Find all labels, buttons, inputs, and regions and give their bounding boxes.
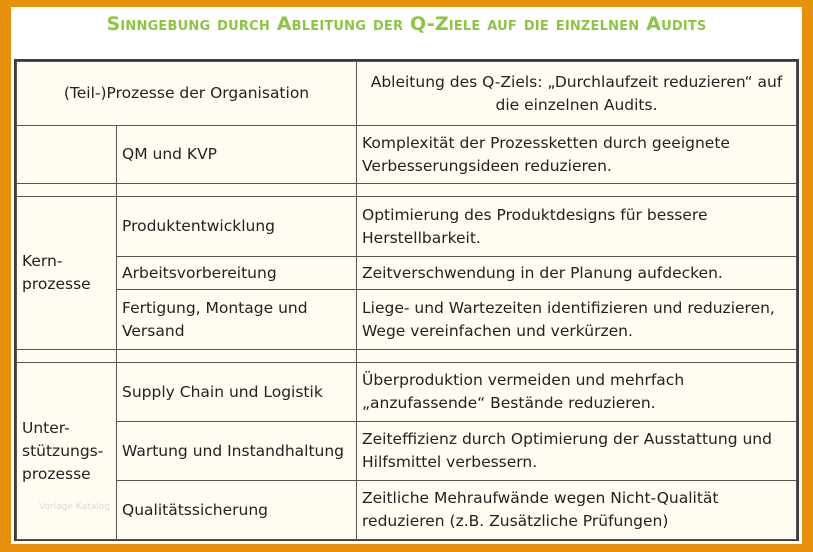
table-row <box>17 422 797 481</box>
header-derivation: Ableitung des Q-Ziels: „Durchlaufzeit reduzieren“ auf die einzelnen Audits. <box>357 62 797 126</box>
process-cell: Wartung und Instandhaltung <box>117 422 357 481</box>
process-cell: Qualitätssicherung <box>117 481 357 540</box>
table-row <box>17 363 797 422</box>
table-row <box>17 197 797 257</box>
table-row <box>17 290 797 350</box>
group-cell-unterstuetzungsprozesse: Unter-stützungs-prozesse <box>17 363 117 540</box>
process-cell: QM und KVP <box>117 126 357 184</box>
derivation-cell: Zeiteffizienz durch Optimierung der Ausstattung und Hilfsmittel verbessern. <box>357 422 797 481</box>
derivation-cell: Zeitverschwendung in der Planung aufdecken. <box>357 257 797 290</box>
spacer-row <box>17 350 797 363</box>
table-row <box>17 481 797 540</box>
derivation-cell: Zeitliche Mehraufwände wegen Nicht-Qualität reduzieren (z.B. Zusätzliche Prüfungen) <box>357 481 797 540</box>
derivation-cell: Optimierung des Produktdesigns für bessere Herstellbarkeit. <box>357 197 797 257</box>
process-cell: Fertigung, Montage und Versand <box>117 290 357 350</box>
derivation-cell: Liege- und Wartezeiten identifizieren und reduzieren, Wege vereinfachen und verkürzen. <box>357 290 797 350</box>
derivation-cell: Komplexität der Prozessketten durch geeignete Verbesserungsideen reduzieren. <box>357 126 797 184</box>
process-cell: Produktentwicklung <box>117 197 357 257</box>
audit-table <box>14 59 799 541</box>
spacer-row <box>17 184 797 197</box>
group-cell-kernprozesse: Kern-prozesse <box>17 197 117 350</box>
table-row <box>17 257 797 290</box>
table-header-row <box>17 62 797 126</box>
derivation-cell: Überproduktion vermeiden und mehrfach „anzufassende“ Bestände reduzieren. <box>357 363 797 422</box>
process-cell: Supply Chain und Logistik <box>117 363 357 422</box>
page-title: Sinngebung durch Ableitung der Q-Ziele auf die einzelnen Audits <box>106 13 707 35</box>
group-cell-empty <box>17 126 117 184</box>
table-row <box>17 126 797 184</box>
header-processes: (Teil-)Prozesse der Organisation <box>17 62 357 126</box>
watermark: Vorlage Katalog <box>39 502 110 512</box>
process-cell: Arbeitsvorbereitung <box>117 257 357 290</box>
content-card <box>11 7 802 544</box>
